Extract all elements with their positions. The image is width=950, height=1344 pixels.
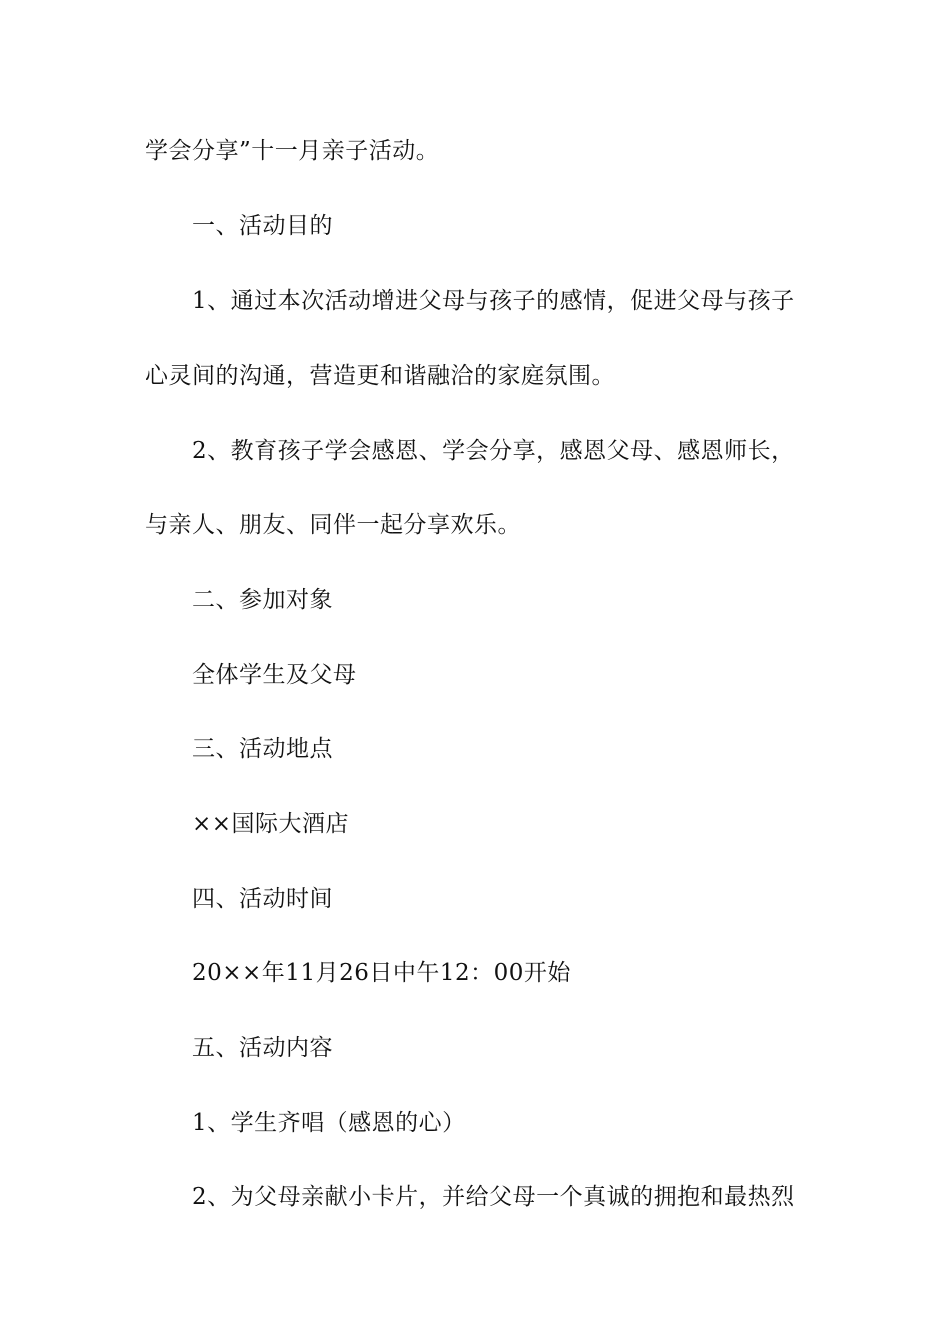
participants-text: 全体学生及父母 — [192, 662, 357, 688]
section-heading-participants: 二、参加对象 — [192, 587, 333, 613]
time-text: 20××年11月26日中午12：00开始 — [192, 960, 571, 986]
purpose-item-2-line-1: 2、教育孩子学会感恩、学会分享，感恩父母、感恩师长， — [192, 438, 795, 464]
paragraph-line-continuation: 学会分享”十一月亲子活动。 — [145, 138, 440, 164]
purpose-item-2-line-2: 与亲人、朋友、同伴一起分享欢乐。 — [145, 512, 521, 538]
content-item-2-line-1: 2、为父母亲献小卡片，并给父母一个真诚的拥抱和最热烈 — [192, 1184, 795, 1210]
section-heading-location: 三、活动地点 — [192, 736, 333, 762]
section-heading-purpose: 一、活动目的 — [192, 213, 333, 239]
content-item-1: 1、学生齐唱（感恩的心） — [192, 1110, 466, 1136]
purpose-item-1-line-1: 1、通过本次活动增进父母与孩子的感情，促进父母与孩子 — [192, 288, 795, 314]
purpose-item-1-line-2: 心灵间的沟通，营造更和谐融洽的家庭氛围。 — [145, 363, 615, 389]
section-heading-content: 五、活动内容 — [192, 1035, 333, 1061]
section-heading-time: 四、活动时间 — [192, 886, 333, 912]
location-text: ××国际大酒店 — [192, 811, 350, 837]
